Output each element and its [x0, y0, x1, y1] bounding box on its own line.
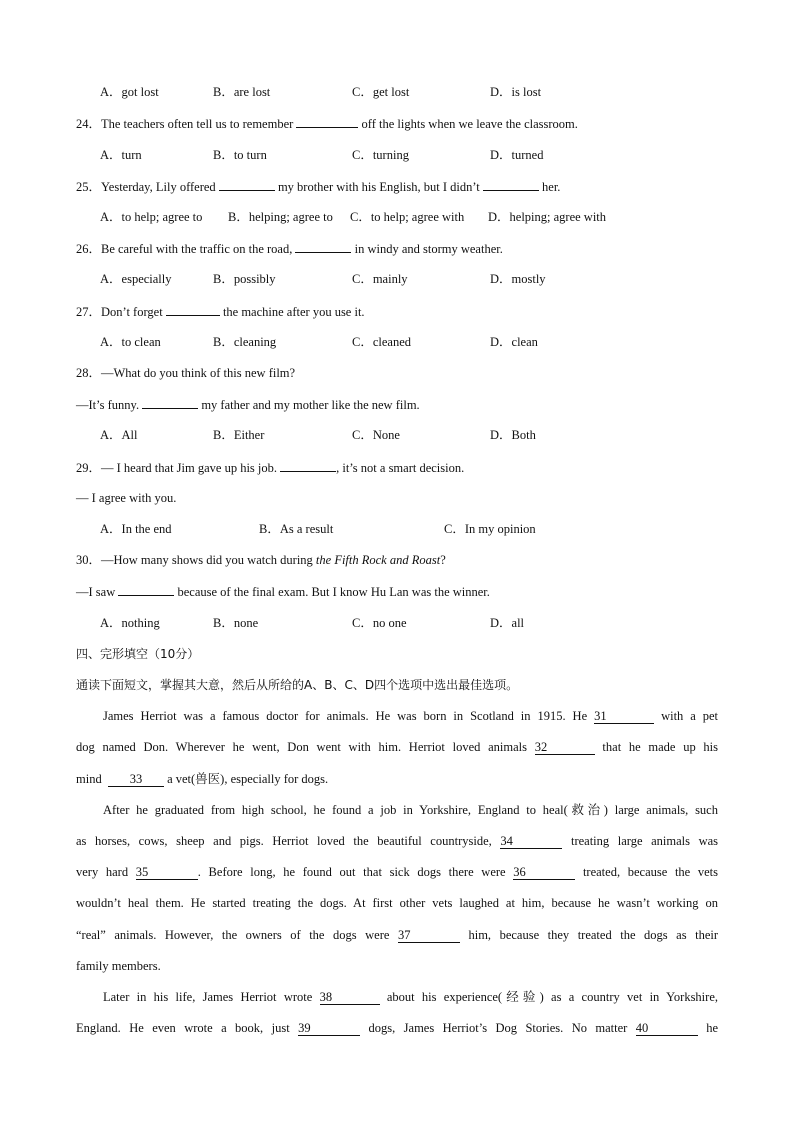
blank-37: 37	[398, 928, 460, 943]
passage-line: dog named Don. Wherever he went, Don went with him. Herriot loved animals 32 that he made up his	[76, 740, 718, 754]
section-heading: 四、完形填空（10分）	[76, 647, 200, 661]
q28-option-a: A．All	[100, 428, 138, 442]
q23-option-c: C．get lost	[352, 85, 410, 99]
answer-blank	[483, 178, 539, 191]
passage-line: “real” animals. However, the owners of the dogs were 37 him, because they treated the dogs as their	[76, 928, 719, 942]
q26-option-d: D．mostly	[490, 272, 546, 286]
question-30-line-2: —I saw because of the final exam. But I know Hu Lan was the winner.	[76, 585, 490, 599]
blank-38: 38	[320, 990, 380, 1005]
answer-blank	[118, 583, 174, 596]
answer-blank	[280, 459, 336, 472]
q30-option-c: C．no one	[352, 616, 407, 630]
q29-option-c: C．In my opinion	[444, 522, 536, 536]
q26-option-c: C．mainly	[352, 272, 408, 286]
passage-line: Later in his life, James Herriot wrote 38 about his experience(经验) as a country vet in Yorkshire,	[103, 990, 718, 1004]
blank-36: 36	[513, 865, 575, 880]
q28-option-d: D．Both	[490, 428, 536, 442]
q23-option-d: D．is lost	[490, 85, 542, 99]
passage-line: wouldn’t heal them. He started treating the dogs. At first other vets laughed at him, because he wasn’t working on	[76, 896, 718, 910]
q28-option-c: C．None	[352, 428, 400, 442]
passage-line: James Herriot was a famous doctor for animals. He was born in Scotland in 1915. He 31 with a pet	[103, 709, 719, 723]
blank-34: 34	[500, 834, 562, 849]
passage-line: England. He even wrote a book, just 39 dogs, James Herriot’s Dog Stories. No matter 40 he	[76, 1021, 718, 1035]
q26-option-b: B．possibly	[213, 272, 276, 286]
answer-blank	[219, 178, 275, 191]
q24-option-a: A．turn	[100, 148, 142, 162]
question-30-line-1: 30．—How many shows did you watch during the Fifth Rock and Roast?	[76, 553, 446, 567]
blank-31: 31	[594, 709, 654, 724]
passage-line: family members.	[76, 959, 161, 973]
blank-39: 39	[298, 1021, 360, 1036]
q27-option-a: A．to clean	[100, 335, 161, 349]
blank-40: 40	[636, 1021, 698, 1036]
q30-option-b: B．none	[213, 616, 259, 630]
q24-option-c: C．turning	[352, 148, 409, 162]
q29-option-b: B．As a result	[259, 522, 334, 536]
q30-option-d: D．all	[490, 616, 525, 630]
passage-line: mind 33 a vet(兽医), especially for dogs.	[76, 772, 329, 786]
passage-line: After he graduated from high school, he found a job in Yorkshire, England to heal(救治) large animals, such	[103, 803, 718, 817]
answer-blank	[295, 240, 351, 253]
question-27: 27．Don’t forget the machine after you use it.	[76, 305, 365, 319]
question-29-line-2: — I agree with you.	[76, 491, 177, 505]
q26-option-a: A．especially	[100, 272, 172, 286]
q27-option-c: C．cleaned	[352, 335, 412, 349]
answer-blank	[166, 303, 220, 316]
q27-option-b: B．cleaning	[213, 335, 277, 349]
q25-option-a: A．to help; agree to	[100, 210, 203, 224]
q25-option-c: C．to help; agree with	[350, 210, 465, 224]
answer-blank	[296, 115, 358, 128]
section-instruction: 通读下面短文，掌握其大意，然后从所给的A、B、C、D四个选项中选出最佳选项。	[76, 678, 519, 692]
q23-option-b: B．are lost	[213, 85, 271, 99]
question-28-line-1: 28．—What do you think of this new film?	[76, 366, 296, 380]
question-25: 25．Yesterday, Lily offered my brother with his English, but I didn’t her.	[76, 180, 561, 194]
q25-option-d: D．helping; agree with	[488, 210, 607, 224]
q25-option-b: B．helping; agree to	[228, 210, 333, 224]
q23-option-a: A．got lost	[100, 85, 159, 99]
blank-32: 32	[535, 740, 595, 755]
answer-blank	[142, 396, 198, 409]
q27-option-d: D．clean	[490, 335, 538, 349]
q24-option-b: B．to turn	[213, 148, 267, 162]
q24-option-d: D．turned	[490, 148, 544, 162]
q29-option-a: A．In the end	[100, 522, 172, 536]
q28-option-b: B．Either	[213, 428, 265, 442]
question-24: 24．The teachers often tell us to remember off the lights when we leave the classroom.	[76, 117, 578, 131]
passage-line: very hard 35 . Before long, he found out that sick dogs there were 36 treated, because the vets	[76, 865, 719, 879]
question-28-line-2: —It’s funny. my father and my mother like the new film.	[76, 398, 420, 412]
passage-line: as horses, cows, sheep and pigs. Herriot loved the beautiful countryside, 34 treating large animals was	[76, 834, 719, 848]
q30-option-a: A．nothing	[100, 616, 160, 630]
question-26: 26．Be careful with the traffic on the road, in windy and stormy weather.	[76, 242, 503, 256]
question-29-line-1: 29．— I heard that Jim gave up his job. , it’s not a smart decision.	[76, 461, 465, 475]
blank-35: 35	[136, 865, 198, 880]
blank-33: 33	[108, 772, 164, 787]
